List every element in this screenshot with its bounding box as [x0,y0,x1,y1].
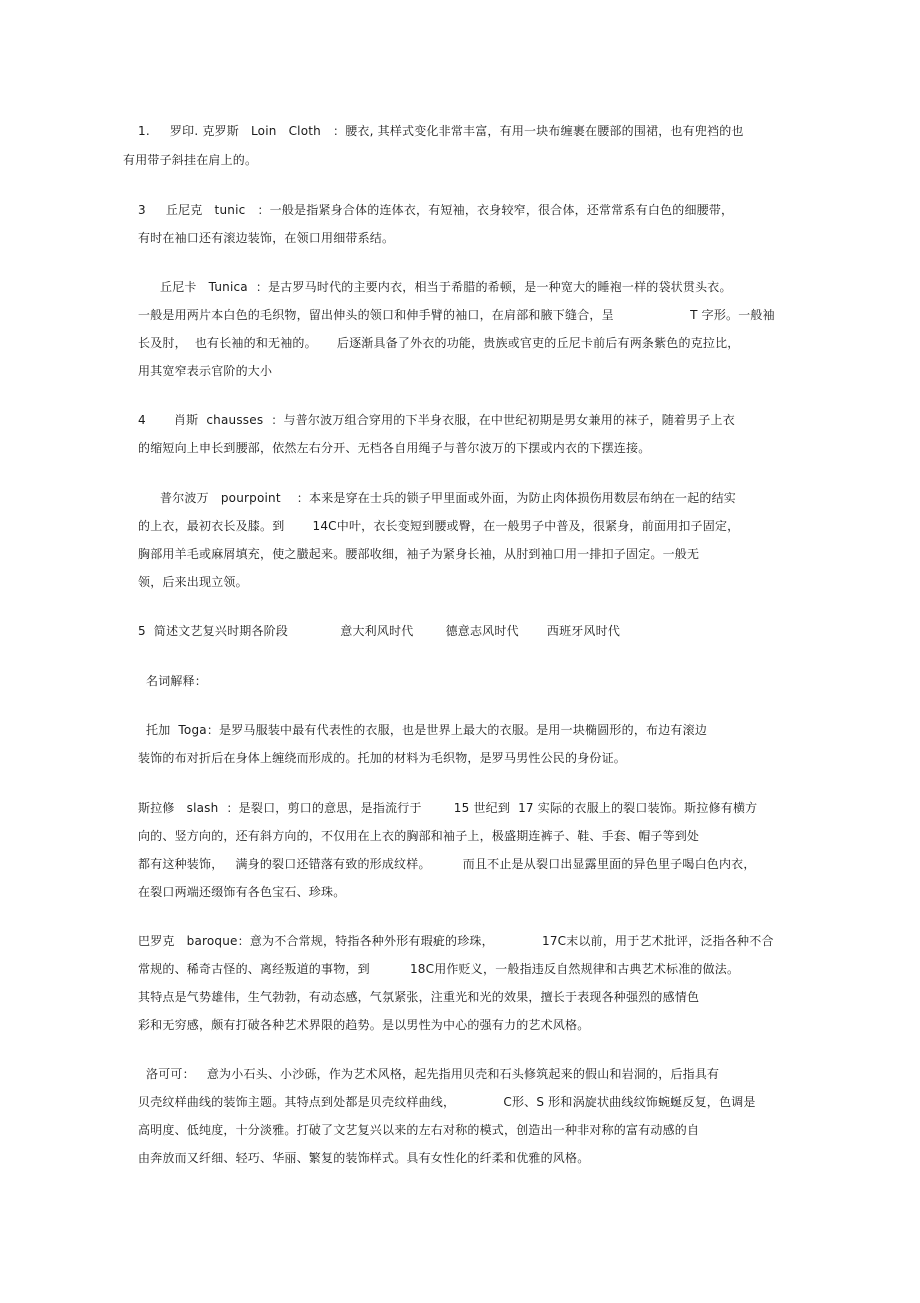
rococo-line-2: 贝壳纹样曲线的装饰主题。其特点到处都是贝壳纹样曲线， C形、S 形和涡旋状曲线纹饰蜿蜒反复，色调是 [138,1095,756,1109]
slash-line-2: 向的、竖方向的，还有斜方向的，不仅用在上衣的胸部和袖子上，极盛期连裤子、鞋、手套、帽子等到处 [138,829,700,843]
tunica-line-2: 一般是用两片本白色的毛织物，留出伸头的领口和伸手臂的袖口，在肩部和腋下缝合，呈 T 字形。一般袖 [138,308,775,322]
slash-line-1: 斯拉修 slash ：是裂口，剪口的意思，是指流行于 15 世纪到 17 实际的衣服上的裂口装饰。斯拉修有横方 [138,801,758,815]
tunica-line-1: 丘尼卡 Tunica ：是古罗马时代的主要内衣，相当于希腊的希顿，是一种宽大的睡袍一样的袋状贯头衣。 [160,280,732,294]
baroque-line-1: 巴罗克 baroque：意为不合常规，特指各种外形有瑕疵的珍珠， 17C末以前，用于艺术批评，泛指各种不合 [138,934,774,948]
pourpoint-line-4: 领，后来出现立领。 [138,575,248,589]
toga-line-2: 装饰的布对折后在身体上缠绕而形成的。托加的材料为毛织物，是罗马男性公民的身份证。 [138,751,627,765]
tunica-line-3: 长及肘， 也有长袖的和无袖的。 后逐渐具备了外衣的功能，贵族或官吏的丘尼卡前后有两条紫色的克拉比， [138,336,740,350]
baroque-line-3: 其特点是气势雄伟，生气勃勃，有动态感，气氛紧张，注重光和光的效果，擅长于表现各种强烈的感情色 [138,990,700,1004]
item-3-line-2: 有时在袖口还有滚边装饰，在领口用细带系结。 [138,231,395,245]
rococo-line-1: 洛可可： 意为小石头、小沙砾，作为艺术风格，起先指用贝壳和石头修筑起来的假山和岩洞的，后指具有 [146,1067,720,1081]
glossary-heading: 名词解释： [146,674,208,688]
item-1-line-1: 1. 罗印. 克罗斯 Loin Cloth ：腰衣, 其样式变化非常丰富，有用一块布缠裹在腰部的围裙，也有兜裆的也 [138,124,744,138]
toga-line-1: 托加 Toga：是罗马服装中最有代表性的衣服，也是世界上最大的衣服。是用一块椭圆形的，布边有滚边 [146,723,708,737]
rococo-line-4: 由奔放而又纤细、轻巧、华丽、繁复的装饰样式。具有女性化的纤柔和优雅的风格。 [138,1151,590,1165]
pourpoint-line-3: 胸部用羊毛或麻屑填充，使之臌起来。腰部收细，袖子为紧身长袖，从肘到袖口用一排扣子固定。一般无 [138,547,700,561]
baroque-line-4: 彩和无穷感，颇有打破各种艺术界限的趋势。是以男性为中心的强有力的艺术风格。 [138,1018,590,1032]
item-4-line-2: 的缩短向上申长到腰部，依然左右分开、无档各自用绳子与普尔波万的下摆或内衣的下摆连接。 [138,441,651,455]
slash-line-3: 都有这种装饰， 满身的裂口还错落有致的形成纹样。 而且不止是从裂口出显露里面的异色里子喝白色内衣， [138,857,756,871]
slash-line-4: 在裂口两端还缀饰有各色宝石、珍珠。 [138,885,346,899]
rococo-line-3: 高明度、低纯度，十分淡雅。打破了文艺复兴以来的左右对称的模式，创造出一种非对称的富有动感的自 [138,1123,700,1137]
item-3-line-1: 3 丘尼克 tunic ：一般是指紧身合体的连体衣，有短袖，衣身较窄，很合体，还常常系有白色的细腰带， [138,203,734,217]
item-1-line-2: 有用带子斜挂在肩上的。 [123,153,258,167]
pourpoint-line-1: 普尔波万 pourpoint ：本来是穿在士兵的锁子甲里面或外面，为防止肉体损伤用数层布纳在一起的结实 [160,491,737,505]
pourpoint-line-2: 的上衣，最初衣长及膝。到 14C中叶，衣长变短到腰或臀，在一般男子中普及，很紧身，前面用扣子固定， [138,519,740,533]
item-5-line: 5 简述文艺复兴时期各阶段 意大利风时代 德意志风时代 西班牙风时代 [138,624,621,638]
item-4-line-1: 4 肖斯 chausses ：与普尔波万组合穿用的下半身衣服，在中世纪初期是男女兼用的袜子，随着男子上衣 [138,413,735,427]
baroque-line-2: 常规的、稀奇古怪的、离经叛道的事物，到 18C用作贬义，一般指违反自然规律和古典艺术标准的做法。 [138,962,740,976]
tunica-line-4: 用其宽窄表示官阶的大小 [138,364,273,378]
